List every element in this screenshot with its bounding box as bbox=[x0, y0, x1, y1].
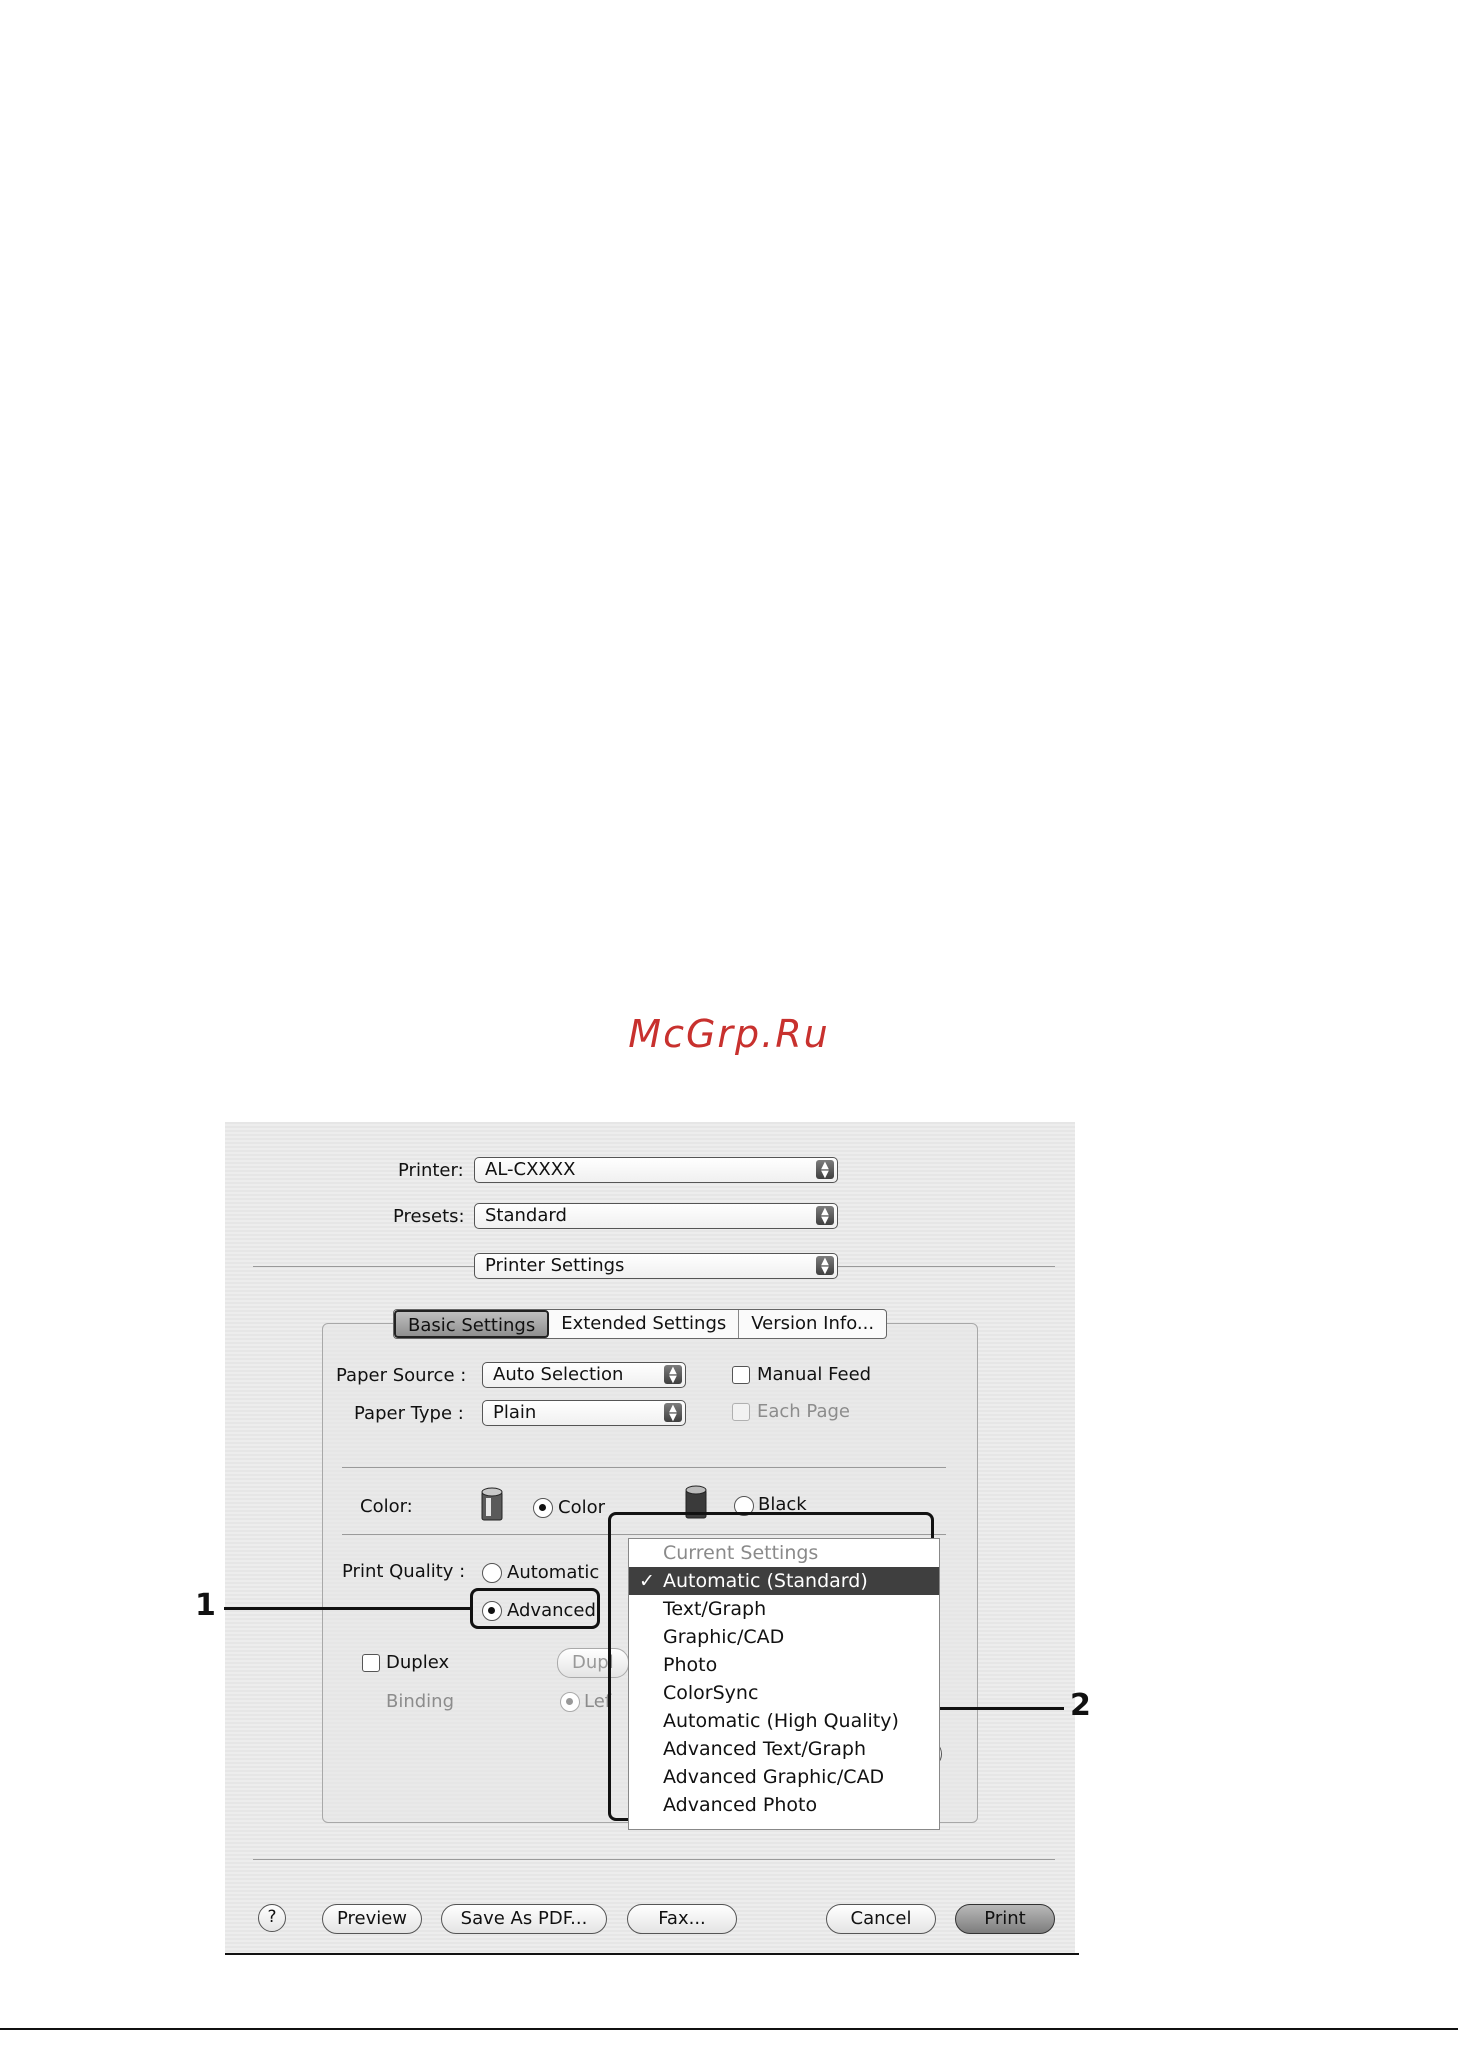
popup-arrows-icon: ▲ ▼ bbox=[664, 1365, 682, 1384]
menu-item-advanced-photo[interactable]: Advanced Photo bbox=[663, 1794, 818, 1816]
printer-popup-value: AL-CXXXX bbox=[485, 1159, 576, 1180]
duplex-checkbox[interactable] bbox=[362, 1654, 380, 1672]
printer-popup[interactable] bbox=[474, 1157, 838, 1183]
page-bottom-rule bbox=[0, 2028, 1458, 2030]
binding-left-radio[interactable] bbox=[560, 1692, 580, 1712]
bottom-separator bbox=[253, 1859, 1055, 1860]
color-toner-icon bbox=[478, 1484, 508, 1524]
black-option-label: Black bbox=[758, 1494, 807, 1515]
manual-feed-label: Manual Feed bbox=[757, 1364, 872, 1385]
fax-button[interactable]: Fax... bbox=[627, 1904, 737, 1934]
preview-button[interactable]: Preview bbox=[322, 1904, 422, 1934]
checkmark-icon: ✓ bbox=[639, 1570, 655, 1592]
color-label: Color: bbox=[360, 1496, 413, 1517]
presets-label: Presets: bbox=[393, 1206, 465, 1227]
paper-type-label: Paper Type : bbox=[354, 1403, 464, 1424]
menu-item-advanced-graphic-cad[interactable]: Advanced Graphic/CAD bbox=[663, 1766, 885, 1788]
printer-label: Printer: bbox=[398, 1160, 464, 1181]
mid-separator-1 bbox=[342, 1467, 946, 1468]
menu-item-label: Automatic (Standard) bbox=[663, 1570, 868, 1592]
automatic-radio[interactable] bbox=[482, 1563, 502, 1583]
binding-label: Binding bbox=[386, 1691, 455, 1712]
each-page-checkbox[interactable] bbox=[732, 1403, 750, 1421]
advanced-option-label: Advanced bbox=[507, 1600, 596, 1621]
menu-item-photo[interactable]: Photo bbox=[663, 1654, 718, 1676]
each-page-label: Each Page bbox=[757, 1401, 851, 1422]
color-radio[interactable] bbox=[533, 1498, 553, 1518]
automatic-option-label: Automatic bbox=[507, 1562, 600, 1583]
callout-1-box bbox=[470, 1588, 600, 1629]
color-option-label: Color bbox=[558, 1497, 605, 1518]
callout-1-number: 1 bbox=[195, 1588, 216, 1623]
help-button[interactable]: ? bbox=[258, 1904, 286, 1932]
paper-source-label: Paper Source : bbox=[336, 1365, 467, 1386]
popup-arrows-icon: ▲ ▼ bbox=[816, 1160, 834, 1179]
menu-item-colorsync[interactable]: ColorSync bbox=[663, 1682, 759, 1704]
panel-popup[interactable] bbox=[474, 1253, 838, 1279]
menu-item-graphic-cad[interactable]: Graphic/CAD bbox=[663, 1626, 785, 1648]
print-quality-menu bbox=[628, 1538, 940, 1830]
cancel-button[interactable]: Cancel bbox=[826, 1904, 936, 1934]
settings-tabs bbox=[393, 1309, 887, 1339]
manual-feed-checkbox[interactable] bbox=[732, 1366, 750, 1384]
watermark-text: McGrp.Ru bbox=[628, 1012, 830, 1056]
tab-version-info[interactable]: Version Info... bbox=[751, 1313, 875, 1334]
popup-arrows-icon: ▲ ▼ bbox=[816, 1206, 834, 1225]
menu-item-automatic-standard[interactable] bbox=[629, 1567, 939, 1595]
paper-type-popup[interactable] bbox=[482, 1400, 686, 1426]
print-quality-label: Print Quality : bbox=[342, 1561, 466, 1582]
callout-2-leader bbox=[934, 1707, 1064, 1710]
callout-2-number: 2 bbox=[1070, 1688, 1091, 1723]
menu-header-current-settings: Current Settings bbox=[663, 1542, 819, 1564]
dialog-bottom-rule bbox=[225, 1953, 1079, 1955]
duplex-label: Duplex bbox=[386, 1652, 450, 1673]
paper-source-popup[interactable] bbox=[482, 1362, 686, 1388]
tab-basic-settings[interactable]: Basic Settings bbox=[394, 1310, 549, 1338]
popup-arrows-icon: ▲ ▼ bbox=[664, 1403, 682, 1422]
print-button[interactable]: Print bbox=[955, 1904, 1055, 1934]
presets-popup[interactable] bbox=[474, 1203, 838, 1229]
tab-extended-settings[interactable]: Extended Settings bbox=[549, 1310, 739, 1338]
duplex-settings-button[interactable]: Dupl bbox=[557, 1648, 629, 1678]
binding-left-label: Lef bbox=[584, 1691, 612, 1712]
panel-popup-value: Printer Settings bbox=[485, 1255, 625, 1276]
menu-item-advanced-text-graph[interactable]: Advanced Text/Graph bbox=[663, 1738, 866, 1760]
menu-item-automatic-high-quality[interactable]: Automatic (High Quality) bbox=[663, 1710, 899, 1732]
paper-type-value: Plain bbox=[493, 1402, 537, 1423]
paper-source-value: Auto Selection bbox=[493, 1364, 624, 1385]
menu-item-text-graph[interactable]: Text/Graph bbox=[663, 1598, 767, 1620]
save-as-pdf-button[interactable]: Save As PDF... bbox=[441, 1904, 607, 1934]
popup-arrows-icon: ▲ ▼ bbox=[816, 1256, 834, 1275]
callout-1-leader bbox=[224, 1607, 471, 1610]
presets-popup-value: Standard bbox=[485, 1205, 567, 1226]
